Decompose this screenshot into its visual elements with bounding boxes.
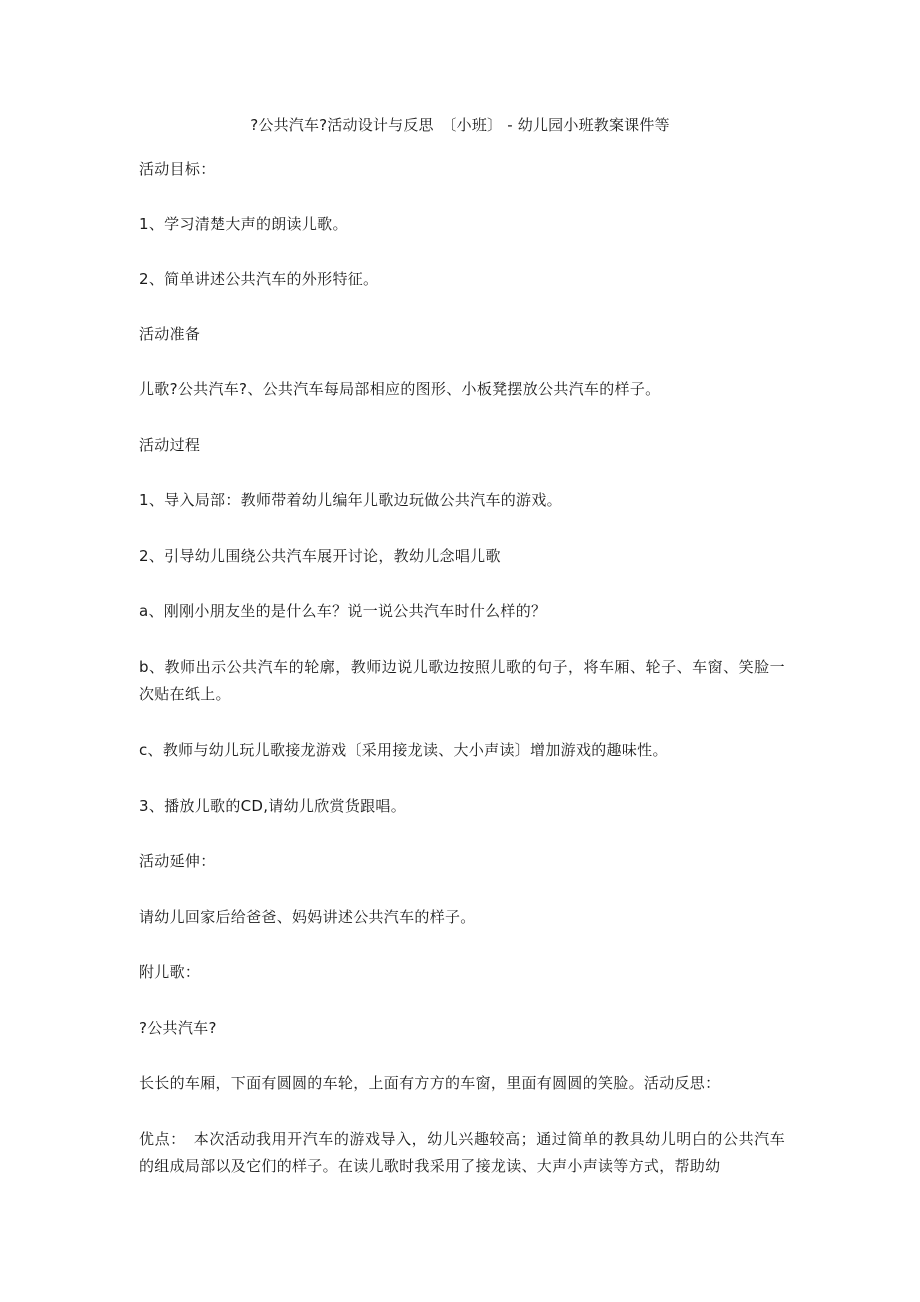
paragraph-process-1: 1、导入局部：教师带着幼儿编年儿歌边玩做公共汽车的游戏。 <box>139 491 562 509</box>
rhyme-title: ?公共汽车? <box>139 1019 217 1037</box>
paragraph-process-b: b、教师出示公共汽车的轮廓，教师边说儿歌边按照儿歌的句子，将车厢、轮子、车窗、笑脸一次贴在纸上。 <box>139 658 785 703</box>
paragraph-reflection: 优点： 本次活动我用开汽车的游戏导入，幼儿兴趣较高；通过简单的教具幼儿明白的公共汽车的组成局部以及它们的样子。在读儿歌时我采用了接龙读、大声小声读等方式，帮助幼 <box>139 1130 785 1175</box>
section-heading-rhyme: 附儿歌： <box>139 963 201 981</box>
paragraph-process-2: 2、引导幼儿围绕公共汽车展开讨论，教幼儿念唱儿歌 <box>139 547 501 565</box>
paragraph-process-3: 3、播放儿歌的CD,请幼儿欣赏货跟唱。 <box>139 797 407 815</box>
paragraph-process-a: a、刚刚小朋友坐的是什么车？说一说公共汽车时什么样的？ <box>139 602 547 620</box>
paragraph-goal-1: 1、学习清楚大声的朗读儿歌。 <box>139 215 348 233</box>
section-heading-process: 活动过程 <box>139 436 201 454</box>
section-heading-extension: 活动延伸： <box>139 852 216 870</box>
document-title: ?公共汽车?活动设计与反思 〔小班〕 - 幼儿园小班教案课件等 <box>250 116 670 134</box>
paragraph-process-c: c、教师与幼儿玩儿歌接龙游戏〔采用接龙读、大小声读〕增加游戏的趣味性。 <box>139 741 668 759</box>
paragraph-extension: 请幼儿回家后给爸爸、妈妈讲述公共汽车的样子。 <box>139 908 476 926</box>
paragraph-goal-2: 2、简单讲述公共汽车的外形特征。 <box>139 270 379 288</box>
paragraph-preparation: 儿歌?公共汽车?、公共汽车每局部相应的图形、小板凳摆放公共汽车的样子。 <box>139 380 661 398</box>
paragraph-rhyme-text: 长长的车厢，下面有圆圆的车轮，上面有方方的车窗，里面有圆圆的笑脸。活动反思： <box>139 1074 721 1092</box>
section-heading-goals: 活动目标： <box>139 160 216 178</box>
section-heading-preparation: 活动准备 <box>139 325 201 343</box>
